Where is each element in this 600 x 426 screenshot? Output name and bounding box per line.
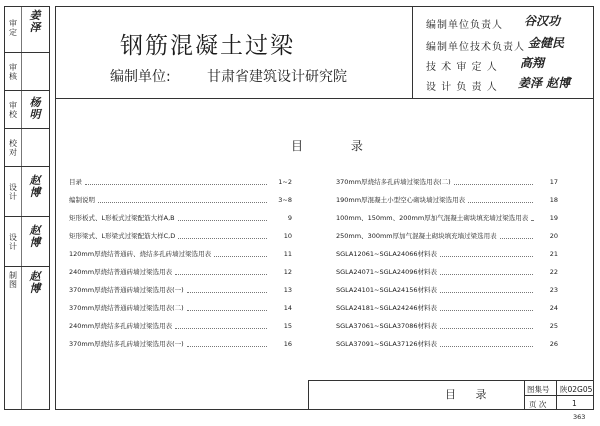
sidebar-cell	[5, 167, 49, 217]
toc-entry-page: 23	[549, 286, 558, 294]
sidebar-label: 设计	[9, 233, 17, 251]
toc-leader-dots	[440, 292, 533, 293]
page-number: 363	[573, 413, 586, 421]
toc-entry-title: 编制说明	[69, 196, 95, 204]
toc-leader-dots	[85, 184, 267, 185]
toc-entry-title: 100mm、150mm、200mm厚加气混凝土砌块填充墙过梁选用表	[336, 214, 529, 222]
toc-leader-dots	[531, 220, 533, 221]
toc-leader-dots	[440, 310, 533, 311]
toc-entry	[336, 227, 558, 245]
toc-entry-title: 190mm厚混凝土小型空心砌块墙过梁选用表	[336, 196, 466, 204]
toc-entry	[69, 245, 292, 263]
sidebar-signature: 杨明	[29, 96, 41, 121]
toc-entry-page: 14	[283, 304, 292, 312]
toc-entry	[69, 209, 292, 227]
toc-entry	[336, 335, 558, 353]
toc-entry-page: 16	[283, 340, 292, 348]
toc-entry-title: 120mm厚烧结普通砖、烧结多孔砖墙过梁选用表	[69, 250, 212, 258]
toc-entry-title: 370mm厚烧结普通砖墙过梁选用表(一)	[69, 286, 184, 294]
staff-signature: 金健民	[528, 36, 565, 50]
sidebar-cell	[5, 217, 49, 267]
footer-mid-line	[524, 395, 594, 396]
sidebar-cell	[5, 7, 49, 53]
staff-signature: 高翔	[520, 56, 545, 70]
staff-role: 技 术 审 定 人	[426, 62, 498, 73]
footer-title: 目 录	[445, 388, 495, 401]
atlas-value: 陕02G05	[560, 385, 593, 394]
toc-entry-title: 370mm厚烧结普通砖墙过梁选用表(二)	[69, 304, 184, 312]
toc-entry	[336, 173, 558, 191]
toc-entry	[69, 173, 292, 191]
toc-entry	[69, 227, 292, 245]
toc-entry	[336, 191, 558, 209]
toc-entry-title: SGLA24101~SGLA24156材料表	[336, 286, 438, 294]
sidebar-cell	[5, 267, 49, 409]
toc-leader-dots	[440, 274, 533, 275]
sidebar-label: 设计	[9, 183, 17, 201]
toc-entry	[336, 209, 558, 227]
org-label: 编制单位:	[110, 69, 171, 85]
toc-entry-title: 250mm、300mm厚加气混凝土砌块填充墙过梁选用表	[336, 232, 497, 240]
sidebar-cell	[5, 53, 49, 91]
sidebar-signature: 姜泽	[29, 9, 41, 34]
toc-leader-dots	[175, 274, 267, 275]
page-value: 1	[572, 399, 577, 408]
toc-entry-title: 240mm厚烧结多孔砖墙过梁选用表	[69, 322, 173, 330]
toc-leader-dots	[178, 238, 267, 239]
toc-leader-dots	[454, 184, 533, 185]
toc-entry-page: 13	[283, 286, 292, 294]
toc-entry-page: 17	[549, 178, 558, 186]
document-title: 钢筋混凝土过梁	[120, 33, 295, 59]
toc-entry-page: 15	[283, 322, 292, 330]
staff-role: 编制单位负责人	[426, 20, 503, 31]
toc-entry-page: 19	[549, 214, 558, 222]
org-name: 甘肃省建筑设计研究院	[207, 69, 347, 85]
toc-leader-dots	[187, 292, 267, 293]
toc-leader-dots	[214, 256, 267, 257]
header-divider	[412, 6, 413, 98]
toc-entry-title: 目录	[69, 178, 82, 186]
header-bottom-line	[55, 98, 594, 99]
toc-entry-title: 矩形板式、L形板式过梁配筋大样A,B	[69, 214, 175, 222]
toc-entry-page: 11	[283, 250, 292, 258]
page-label: 页 次	[529, 400, 547, 409]
toc-entry-page: 18	[549, 196, 558, 204]
toc-entry	[69, 191, 292, 209]
toc-entry	[336, 245, 558, 263]
sidebar-cell	[5, 91, 49, 129]
footer-top-line	[308, 380, 594, 381]
toc-entry-title: 370mm厚烧结多孔砖墙过梁选用表(二)	[336, 178, 451, 186]
toc-entry	[336, 317, 558, 335]
toc-entry	[69, 335, 292, 353]
sidebar-label: 校对	[9, 139, 17, 157]
toc-entry-title: SGLA37091~SGLA37126材料表	[336, 340, 438, 348]
toc-entry-title: 370mm厚烧结多孔砖墙过梁选用表(一)	[69, 340, 184, 348]
toc-entry-title: 矩形梁式、L形梁式过梁配筋大样C,D	[69, 232, 176, 240]
toc-entry	[336, 263, 558, 281]
toc-entry	[69, 299, 292, 317]
toc-entry-page: 26	[549, 340, 558, 348]
toc-entry	[69, 263, 292, 281]
toc-entry	[336, 281, 558, 299]
toc-leader-dots	[440, 346, 533, 347]
toc-leader-dots	[187, 346, 267, 347]
sidebar-label: 制图	[9, 271, 17, 289]
toc-entry-page: 3~8	[278, 196, 292, 204]
toc-entry-page: 9	[287, 214, 292, 222]
toc-entry-page: 12	[283, 268, 292, 276]
toc-entry-page: 24	[549, 304, 558, 312]
approval-sidebar	[4, 6, 50, 410]
toc-leader-dots	[500, 238, 533, 239]
sidebar-signature: 赵博	[29, 174, 41, 199]
toc-entry-page: 20	[549, 232, 558, 240]
toc-entry-title: SGLA24071~SGLA24096材料表	[336, 268, 438, 276]
toc-leader-dots	[187, 310, 267, 311]
toc-entry-title: SGLA37061~SGLA37086材料表	[336, 322, 438, 330]
footer-left-line	[308, 380, 309, 410]
toc-entry	[69, 281, 292, 299]
toc-leader-dots	[98, 202, 267, 203]
toc-heading: 目 录	[291, 139, 385, 153]
sidebar-label: 审校	[9, 101, 17, 119]
toc-entry-title: SGLA12061~SGLA24066材料表	[336, 250, 438, 258]
toc-entry-title: 240mm厚烧结普通砖墙过梁选用表	[69, 268, 173, 276]
toc-leader-dots	[468, 202, 533, 203]
sidebar-label: 审核	[9, 63, 17, 81]
toc-entry-page: 10	[283, 232, 292, 240]
toc-leader-dots	[440, 328, 533, 329]
sidebar-signature: 赵博	[29, 224, 41, 249]
toc-leader-dots	[175, 328, 267, 329]
sidebar-signature: 赵博	[29, 270, 41, 295]
toc-entry-page: 21	[549, 250, 558, 258]
toc-entry-title: SGLA24181~SGLA24246材料表	[336, 304, 438, 312]
toc-entry-page: 1~2	[278, 178, 292, 186]
staff-role: 编制单位技术负责人	[426, 42, 525, 53]
staff-signature: 谷汉功	[524, 14, 561, 28]
toc-leader-dots	[440, 256, 533, 257]
toc-entry	[69, 317, 292, 335]
toc-leader-dots	[178, 220, 267, 221]
staff-signature: 姜泽 赵博	[518, 76, 571, 90]
toc-entry-page: 22	[549, 268, 558, 276]
atlas-label: 图集号	[527, 385, 550, 394]
sidebar-label: 审定	[9, 19, 17, 37]
staff-role: 设 计 负 责 人	[426, 82, 498, 93]
toc-entry-page: 25	[549, 322, 558, 330]
sidebar-cell	[5, 129, 49, 167]
toc-entry	[336, 299, 558, 317]
